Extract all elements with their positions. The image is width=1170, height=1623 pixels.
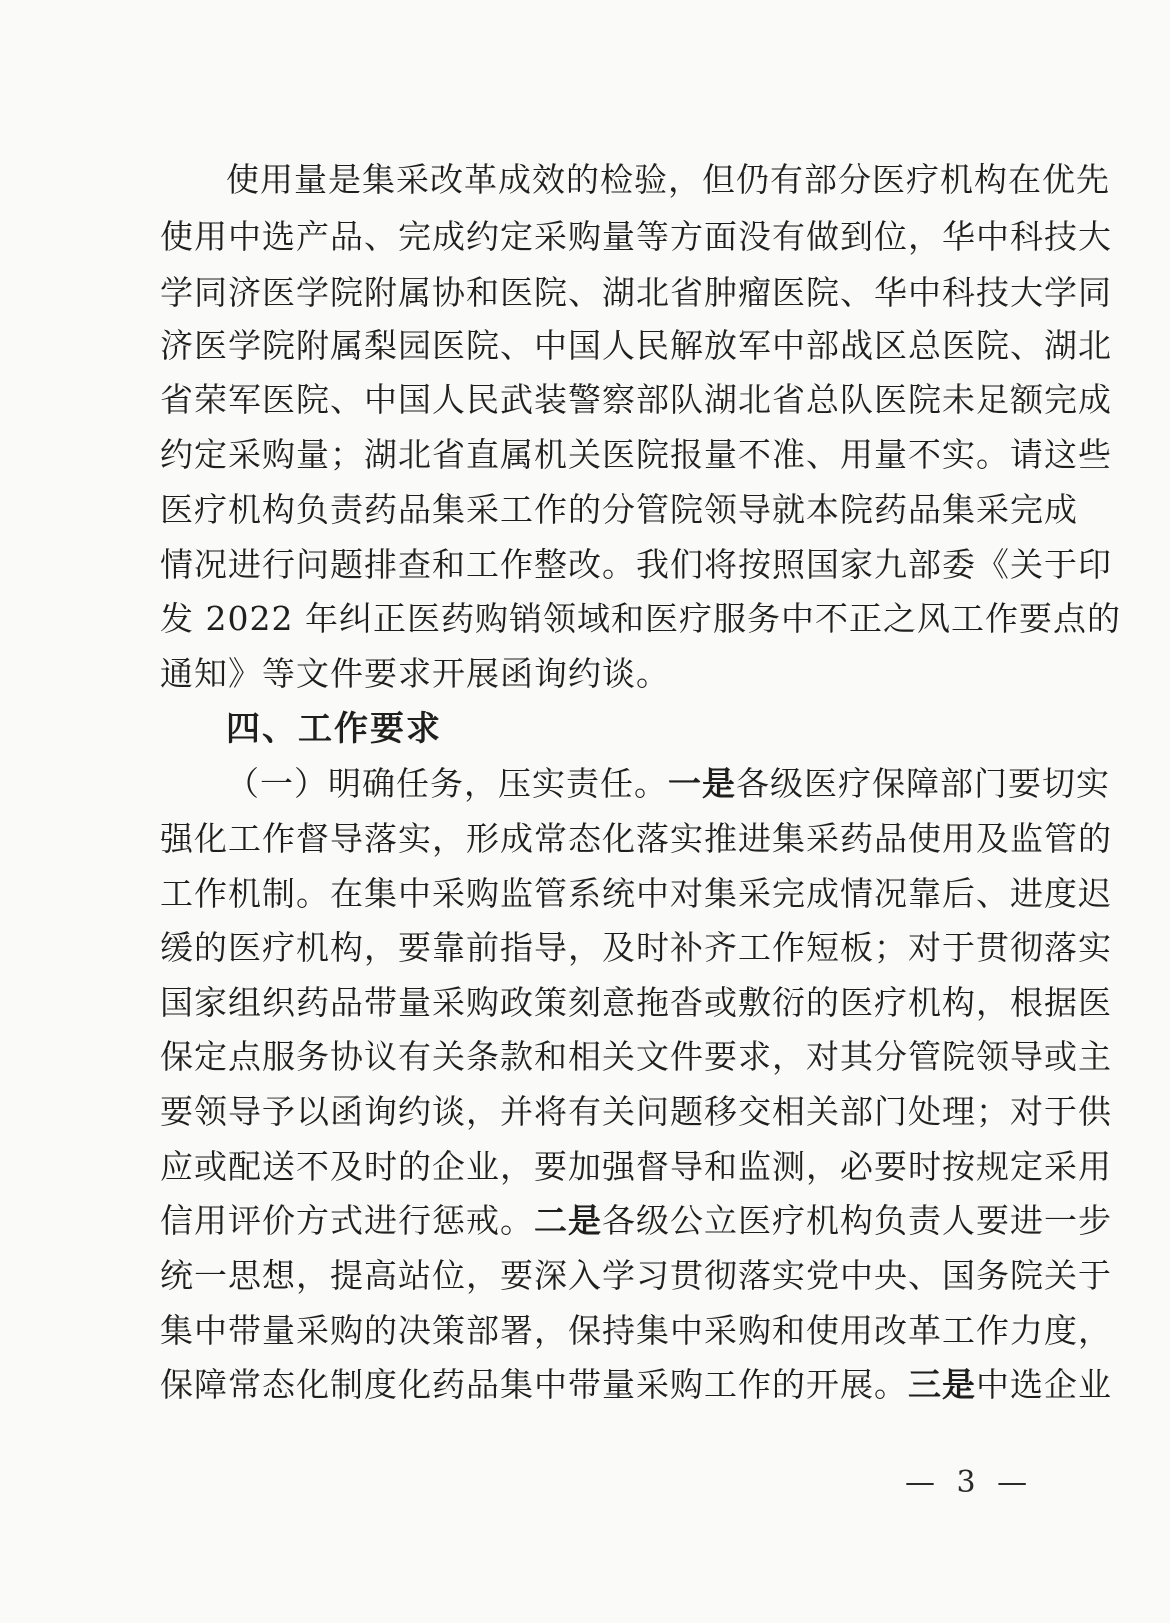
paragraph-line: 医疗机构负责药品集采工作的分管院领导就本院药品集采完成 bbox=[160, 490, 1078, 529]
paragraph-line: 集中带量采购的决策部署，保持集中采购和使用改革工作力度， bbox=[160, 1311, 1112, 1350]
paragraph-line: 统一思想，提高站位，要深入学习贯彻落实党中央、国务院关于 bbox=[160, 1256, 1112, 1295]
paragraph-line bbox=[160, 1358, 1112, 1412]
text-span: 各级公立医疗机构负责人要进一步 bbox=[602, 1201, 1112, 1240]
paragraph-line: 使用量是集采改革成效的检验，但仍有部分医疗机构在优先 bbox=[226, 160, 1110, 199]
paragraph-line: 要领导予以函询约谈，并将有关问题移交相关部门处理；对于供 bbox=[160, 1092, 1112, 1131]
subsection-title: （一）明确任务，压实责任。 bbox=[226, 764, 668, 803]
point-marker: 一是 bbox=[668, 764, 736, 803]
paragraph-line: 学同济医学院附属协和医院、湖北省肿瘤医院、华中科技大学同 bbox=[160, 273, 1112, 312]
point-marker: 二是 bbox=[534, 1201, 602, 1240]
section-heading: 四、工作要求 bbox=[226, 709, 442, 749]
page-number: — 3 — bbox=[905, 1465, 1034, 1500]
text-span: 中选企业 bbox=[976, 1365, 1112, 1404]
text-span: 信用评价方式进行惩戒。 bbox=[160, 1201, 534, 1240]
paragraph-line: 强化工作督导落实，形成常态化落实推进集采药品使用及监管的 bbox=[160, 819, 1112, 858]
paragraph-line: 发 2022 年纠正医药购销领域和医疗服务中不正之风工作要点的 bbox=[160, 599, 1121, 638]
paragraph-line bbox=[226, 757, 1110, 811]
paragraph-line: 省荣军医院、中国人民武装警察部队湖北省总队医院未足额完成 bbox=[160, 380, 1112, 419]
paragraph-line: 情况进行问题排查和工作整改。我们将按照国家九部委《关于印 bbox=[160, 545, 1112, 584]
paragraph-line: 保定点服务协议有关条款和相关文件要求，对其分管院领导或主 bbox=[160, 1037, 1112, 1076]
text-span: 保障常态化制度化药品集中带量采购工作的开展。 bbox=[160, 1365, 908, 1404]
paragraph-line: 通知》等文件要求开展函询约谈。 bbox=[160, 654, 670, 693]
paragraph-line: 使用中选产品、完成约定采购量等方面没有做到位，华中科技大 bbox=[160, 217, 1112, 256]
paragraph-line: 约定采购量；湖北省直属机关医院报量不准、用量不实。请这些 bbox=[160, 435, 1112, 474]
paragraph-line: 国家组织药品带量采购政策刻意拖沓或敷衍的医疗机构，根据医 bbox=[160, 983, 1112, 1022]
paragraph-line: 应或配送不及时的企业，要加强督导和监测，必要时按规定采用 bbox=[160, 1147, 1112, 1186]
paragraph-line bbox=[160, 1194, 1112, 1248]
paragraph-line: 缓的医疗机构，要靠前指导，及时补齐工作短板；对于贯彻落实 bbox=[160, 928, 1112, 967]
paragraph-line: 济医学院附属梨园医院、中国人民解放军中部战区总医院、湖北 bbox=[160, 326, 1112, 365]
point-marker: 三是 bbox=[908, 1365, 976, 1404]
text-span: 各级医疗保障部门要切实 bbox=[736, 764, 1110, 803]
paragraph-line: 工作机制。在集中采购监管系统中对集采完成情况靠后、进度迟 bbox=[160, 874, 1112, 913]
